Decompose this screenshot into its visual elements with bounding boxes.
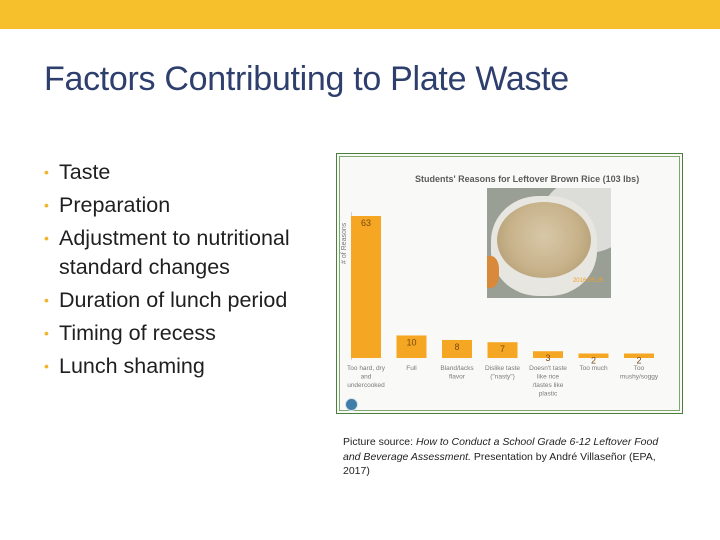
bar-value-label: 2 [636,355,642,366]
category-label: Full [406,365,417,372]
bullet-dot-icon: • [44,325,49,341]
bullet-item [44,319,329,348]
caption-prefix: Picture source: [343,436,416,448]
bullet-text: Adjustment to nutritional standard changes [59,226,290,279]
bullet-text: Taste [59,160,111,184]
bar-value-label: 7 [499,344,506,355]
bar-0 [351,216,381,358]
bar-value-label: 10 [406,337,417,348]
category-label: Doesn't taste like rice /tastes like plastic [529,365,567,398]
bar-value-label: 8 [454,341,460,352]
bullet-item [44,191,329,220]
category-label: Bland/lacks flavor [440,365,474,381]
bullet-item [44,224,329,282]
epa-seal-icon [345,398,358,411]
bar-chart [337,154,682,413]
top-accent-bar [0,0,720,29]
category-label: Too mushy/soggy [619,365,659,381]
picture-caption [343,435,663,479]
caption-title: How to Conduct a School Grade 6-12 Leftover Food and Beverage Assessment. [343,436,659,463]
bullet-dot-icon: • [44,197,49,213]
bullet-dot-icon: • [44,230,49,246]
y-axis-label: # of Reasons [341,222,348,264]
chart-title: Students' Reasons for Leftover Brown Rice (103 lbs) [415,174,640,184]
slide-title: Factors Contributing to Plate Waste [44,60,569,98]
bullet-dot-icon: • [44,358,49,374]
bar-value-label: 2 [590,355,597,366]
category-label: Too much [579,365,608,372]
bullet-dot-icon: • [44,292,49,308]
category-label: Too hard, dry and undercooked [347,365,385,389]
bullet-text: Preparation [59,193,171,217]
bullet-text: Timing of recess [59,321,216,345]
photo-date-stamp: 2016 05 25 [572,278,603,284]
bar-value-label: 63 [360,218,372,228]
category-label: Dislike taste ("nasty") [484,365,521,381]
caption-suffix: Presentation by André Villaseñor (EPA, 2017) [343,450,656,477]
bullet-text: Duration of lunch period [59,288,288,312]
bullet-text: Lunch shaming [59,354,205,378]
chart-picture [336,153,683,414]
bullet-item [44,158,329,187]
bullet-list [44,158,329,385]
bar-value-label: 3 [545,353,551,364]
bullet-dot-icon: • [44,164,49,180]
bullet-item [44,286,329,315]
bullet-item [44,352,329,381]
